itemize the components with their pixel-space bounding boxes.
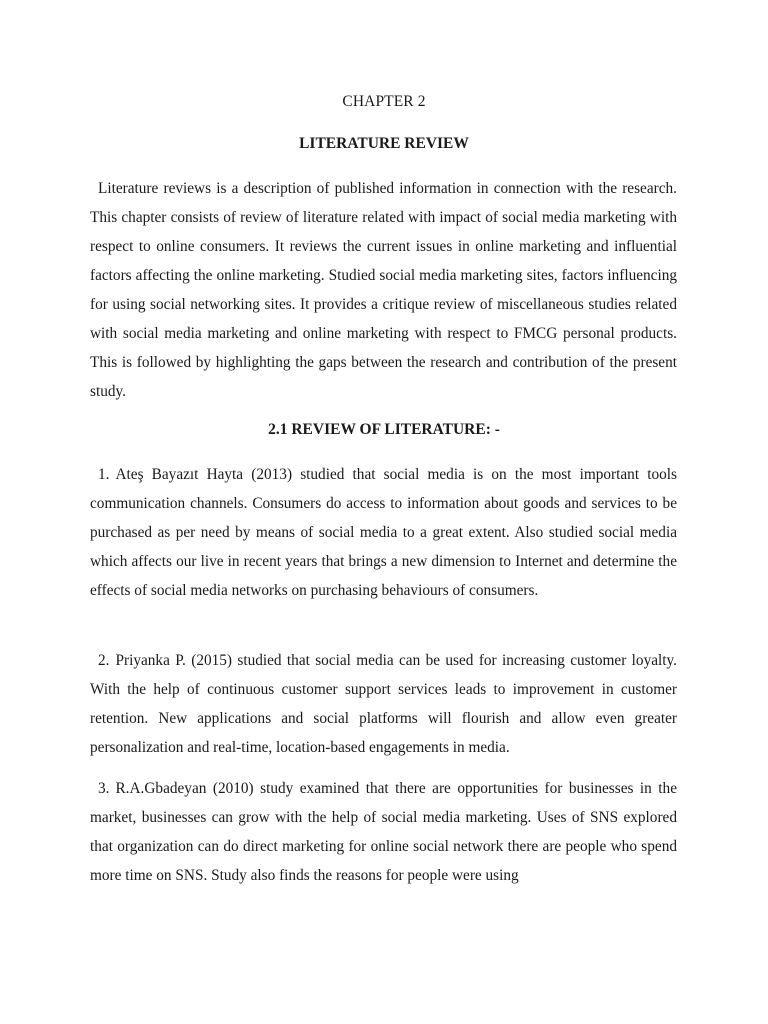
item-text: Priyanka P. (2015) studied that social media can be used for increasing customer loyalty. With the help of continuous customer support services leads to improvement in customer retention. New applications and social platforms will flourish and allow even greater personalization and real-time, location-based engagements in media. xyxy=(90,652,677,756)
intro-paragraph: Literature reviews is a description of published information in connection with the research. This chapter consists of review of literature related with impact of social media marketing with respect to online consumers. It reviews the current issues in online marketing and influential factors affecting the online marketing. Studied social media marketing sites, factors influencing for using social networking sites. It provides a critique review of miscellaneous studies related with social media marketing and online marketing with respect to FMCG personal products. This is followed by highlighting the gaps between the research and contribution of the present study. xyxy=(90,180,677,400)
literature-item xyxy=(90,460,677,605)
section-heading: 2.1 REVIEW OF LITERATURE: - xyxy=(268,421,500,438)
literature-item xyxy=(90,774,677,890)
item-text: R.A.Gbadeyan (2010) study examined that there are opportunities for businesses in the market, businesses can grow with the help of social media marketing. Uses of SNS explored that organization can do direct marketing for online social network there are people who spend more time on SNS. Study also finds the reasons for people were using xyxy=(90,780,677,884)
item-number: 3. xyxy=(98,780,110,797)
item-number: 2. xyxy=(98,652,110,669)
item-number: 1. xyxy=(98,466,110,483)
chapter-number: CHAPTER 2 xyxy=(342,93,426,110)
item-text: Ateş Bayazıt Hayta (2013) studied that social media is on the most important tools communication channels. Consumers do access to information about goods and services to be purchased as per need by means of social media to a great extent. Also studied social media which affects our live in recent years that brings a new dimension to Internet and determine the effects of social media networks on purchasing behaviours of consumers. xyxy=(90,466,677,599)
chapter-title: LITERATURE REVIEW xyxy=(299,135,469,152)
literature-item xyxy=(90,646,677,762)
